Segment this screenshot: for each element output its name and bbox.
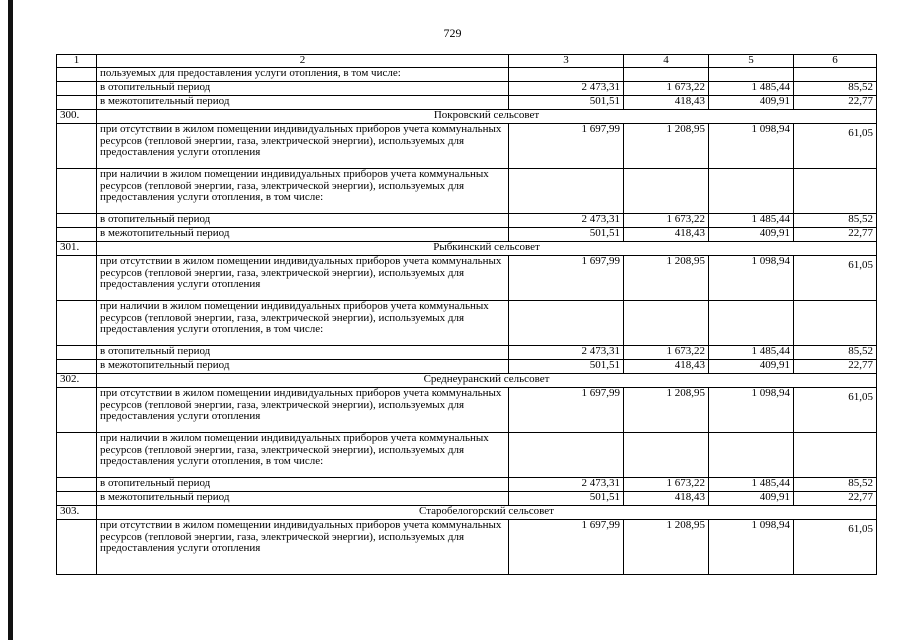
table-row xyxy=(57,214,877,228)
value-col-3 xyxy=(509,169,624,214)
value-col-3 xyxy=(509,68,624,82)
value-col-4: 418,43 xyxy=(624,96,709,110)
section-row xyxy=(57,506,877,520)
value-col-5: 1 098,94 xyxy=(709,256,794,301)
value-col-4: 1 208,95 xyxy=(624,388,709,433)
row-description: при наличии в жилом помещении индивидуальных приборов учета коммунальных ресурсов (тепловой энергии, газа, электрической энергии), используемых для предоставления услуги отопления, в том числе: xyxy=(97,169,509,214)
row-description: в межотопительный период xyxy=(97,360,509,374)
value-col-6: 22,77 xyxy=(794,492,877,506)
value-col-5: 409,91 xyxy=(709,492,794,506)
value-col-5: 409,91 xyxy=(709,96,794,110)
row-description: при отсутствии в жилом помещении индивидуальных приборов учета коммунальных ресурсов (тепловой энергии, газа, электрической энергии), используемых для предоставления услуги отопления xyxy=(97,388,509,433)
value-col-6: 85,52 xyxy=(794,346,877,360)
value-col-5: 1 098,94 xyxy=(709,124,794,169)
table-row xyxy=(57,124,877,169)
section-title: Покровский сельсовет xyxy=(97,110,877,124)
row-description: при отсутствии в жилом помещении индивидуальных приборов учета коммунальных ресурсов (тепловой энергии, газа, электрической энергии), используемых для предоставления услуги отопления xyxy=(97,256,509,301)
section-title: Среднеуранский сельсовет xyxy=(97,374,877,388)
row-description: в межотопительный период xyxy=(97,228,509,242)
column-header-6: 6 xyxy=(794,55,877,68)
row-description: при наличии в жилом помещении индивидуальных приборов учета коммунальных ресурсов (тепловой энергии, газа, электрической энергии), используемых для предоставления услуги отопления, в том числе: xyxy=(97,433,509,478)
value-col-3: 2 473,31 xyxy=(509,346,624,360)
row-description: пользуемых для предоставления услуги отопления, в том числе: xyxy=(97,68,509,82)
value-col-6: 61,05 xyxy=(794,256,877,301)
value-col-4 xyxy=(624,433,709,478)
value-col-3: 2 473,31 xyxy=(509,478,624,492)
value-col-6: 61,05 xyxy=(794,520,877,575)
value-col-3: 1 697,99 xyxy=(509,124,624,169)
value-col-4: 1 208,95 xyxy=(624,124,709,169)
value-col-4: 418,43 xyxy=(624,360,709,374)
value-col-4 xyxy=(624,68,709,82)
row-number-cell xyxy=(57,492,97,506)
row-description: в отопительный период xyxy=(97,346,509,360)
value-col-5: 409,91 xyxy=(709,360,794,374)
value-col-6: 22,77 xyxy=(794,96,877,110)
row-description: в межотопительный период xyxy=(97,96,509,110)
row-number-cell xyxy=(57,124,97,169)
section-number: 300. xyxy=(57,110,97,124)
value-col-5: 1 098,94 xyxy=(709,520,794,575)
value-col-6 xyxy=(794,68,877,82)
column-header-4: 4 xyxy=(624,55,709,68)
row-number-cell xyxy=(57,82,97,96)
value-col-3: 501,51 xyxy=(509,360,624,374)
value-col-6: 85,52 xyxy=(794,478,877,492)
table-row xyxy=(57,256,877,301)
value-col-6: 22,77 xyxy=(794,228,877,242)
value-col-4: 1 673,22 xyxy=(624,478,709,492)
value-col-3: 1 697,99 xyxy=(509,520,624,575)
value-col-5: 1 485,44 xyxy=(709,82,794,96)
table-row xyxy=(57,478,877,492)
row-number-cell xyxy=(57,346,97,360)
value-col-3: 2 473,31 xyxy=(509,82,624,96)
column-header-3: 3 xyxy=(509,55,624,68)
value-col-5: 1 485,44 xyxy=(709,214,794,228)
table-row xyxy=(57,228,877,242)
value-col-3 xyxy=(509,301,624,346)
value-col-6 xyxy=(794,433,877,478)
table-row xyxy=(57,68,877,82)
value-col-3: 1 697,99 xyxy=(509,388,624,433)
row-description: в отопительный период xyxy=(97,478,509,492)
page-number: 729 xyxy=(443,26,462,40)
table-row xyxy=(57,169,877,214)
row-description: в отопительный период xyxy=(97,214,509,228)
table-row xyxy=(57,360,877,374)
value-col-6: 85,52 xyxy=(794,214,877,228)
value-col-5: 1 485,44 xyxy=(709,478,794,492)
value-col-4: 1 208,95 xyxy=(624,520,709,575)
row-number-cell xyxy=(57,388,97,433)
row-number-cell xyxy=(57,169,97,214)
value-col-3: 501,51 xyxy=(509,228,624,242)
table-row xyxy=(57,82,877,96)
value-col-5 xyxy=(709,169,794,214)
tariff-table xyxy=(56,54,877,575)
section-row xyxy=(57,110,877,124)
row-number-cell xyxy=(57,301,97,346)
value-col-5: 409,91 xyxy=(709,228,794,242)
table-row xyxy=(57,96,877,110)
row-description: в межотопительный период xyxy=(97,492,509,506)
value-col-5: 1 098,94 xyxy=(709,388,794,433)
table-row xyxy=(57,433,877,478)
row-description: при отсутствии в жилом помещении индивидуальных приборов учета коммунальных ресурсов (тепловой энергии, газа, электрической энергии), используемых для предоставления услуги отопления xyxy=(97,124,509,169)
row-number-cell xyxy=(57,360,97,374)
value-col-6: 85,52 xyxy=(794,82,877,96)
column-header-2: 2 xyxy=(97,55,509,68)
row-number-cell xyxy=(57,520,97,575)
section-number: 301. xyxy=(57,242,97,256)
value-col-6: 61,05 xyxy=(794,124,877,169)
section-title: Старобелогорский сельсовет xyxy=(97,506,877,520)
value-col-3: 501,51 xyxy=(509,492,624,506)
value-col-5 xyxy=(709,68,794,82)
value-col-4: 1 673,22 xyxy=(624,346,709,360)
row-number-cell xyxy=(57,214,97,228)
table-row xyxy=(57,388,877,433)
section-number: 303. xyxy=(57,506,97,520)
row-number-cell xyxy=(57,228,97,242)
value-col-3: 501,51 xyxy=(509,96,624,110)
section-row xyxy=(57,242,877,256)
row-description: при отсутствии в жилом помещении индивидуальных приборов учета коммунальных ресурсов (тепловой энергии, газа, электрической энергии), используемых для предоставления услуги отопления xyxy=(97,520,509,575)
value-col-4: 1 673,22 xyxy=(624,214,709,228)
row-number-cell xyxy=(57,256,97,301)
section-number: 302. xyxy=(57,374,97,388)
value-col-5 xyxy=(709,433,794,478)
row-description: в отопительный период xyxy=(97,82,509,96)
value-col-5 xyxy=(709,301,794,346)
value-col-3: 1 697,99 xyxy=(509,256,624,301)
value-col-4 xyxy=(624,301,709,346)
value-col-6: 22,77 xyxy=(794,360,877,374)
header-row xyxy=(57,55,877,68)
value-col-4: 1 673,22 xyxy=(624,82,709,96)
table-row xyxy=(57,520,877,575)
value-col-4: 1 208,95 xyxy=(624,256,709,301)
row-number-cell xyxy=(57,68,97,82)
value-col-5: 1 485,44 xyxy=(709,346,794,360)
section-title: Рыбкинский сельсовет xyxy=(97,242,877,256)
value-col-6 xyxy=(794,169,877,214)
value-col-4 xyxy=(624,169,709,214)
table-row xyxy=(57,492,877,506)
column-header-1: 1 xyxy=(57,55,97,68)
page-edge-bar xyxy=(8,0,13,640)
value-col-4: 418,43 xyxy=(624,492,709,506)
section-row xyxy=(57,374,877,388)
row-number-cell xyxy=(57,433,97,478)
row-description: при наличии в жилом помещении индивидуальных приборов учета коммунальных ресурсов (тепловой энергии, газа, электрической энергии), используемых для предоставления услуги отопления, в том числе: xyxy=(97,301,509,346)
table-row xyxy=(57,346,877,360)
value-col-4: 418,43 xyxy=(624,228,709,242)
value-col-3: 2 473,31 xyxy=(509,214,624,228)
row-number-cell xyxy=(57,478,97,492)
value-col-3 xyxy=(509,433,624,478)
row-number-cell xyxy=(57,96,97,110)
value-col-6: 61,05 xyxy=(794,388,877,433)
table-row xyxy=(57,301,877,346)
column-header-5: 5 xyxy=(709,55,794,68)
value-col-6 xyxy=(794,301,877,346)
